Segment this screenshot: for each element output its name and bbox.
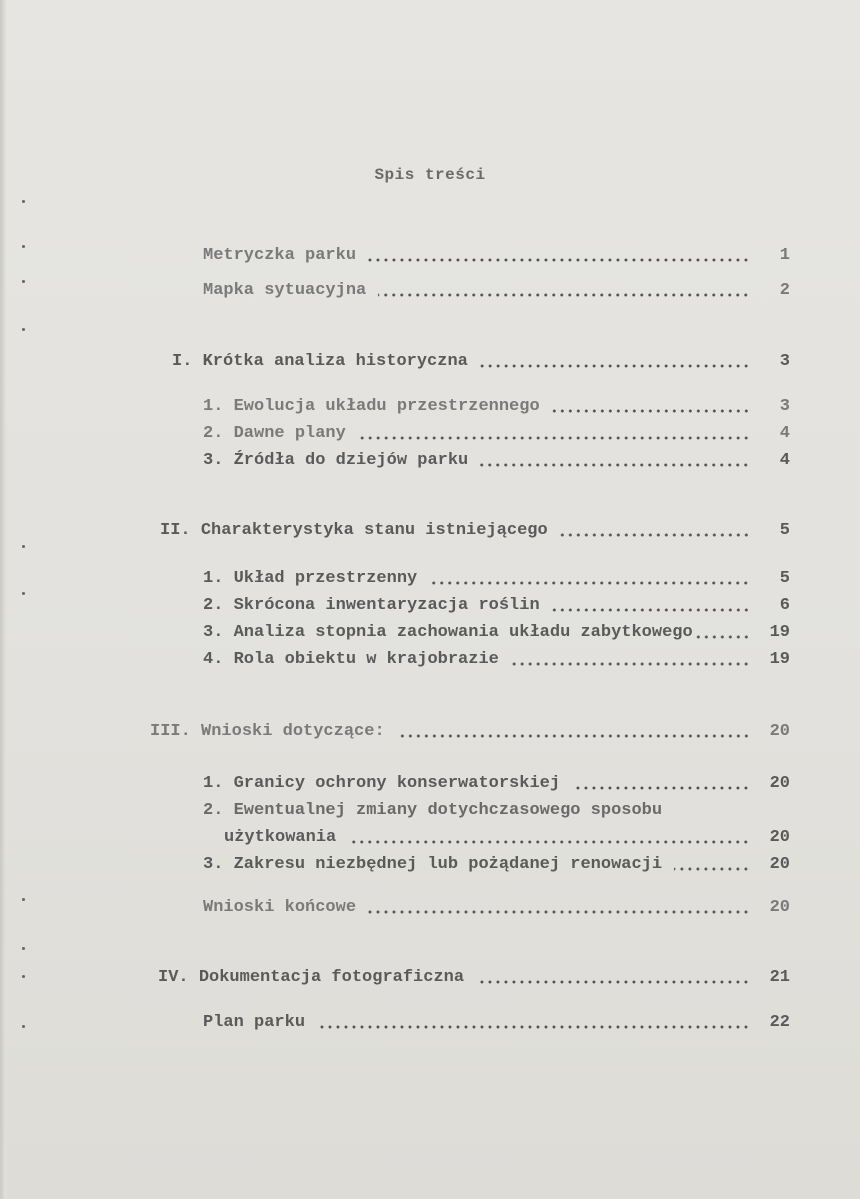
entry-label: Analiza stopnia zachowania układu zabytkowego: [233, 623, 693, 642]
toc-entry: [203, 424, 790, 446]
page-title: Spis treści: [374, 166, 486, 184]
toc-section: [160, 521, 790, 543]
entry-page: 22: [769, 1013, 790, 1032]
entry-page: 3: [779, 397, 790, 416]
leader-dots: [695, 635, 750, 639]
entry-number: III.: [150, 722, 191, 741]
entry-number: 4.: [203, 650, 224, 669]
entry-label: Metryczka parku: [203, 246, 357, 265]
toc-entry-first-line: [203, 801, 662, 820]
toc-entry: [203, 650, 790, 672]
entry-page: 19: [769, 650, 790, 669]
entry-page: 5: [779, 569, 790, 588]
punch-mark: [22, 328, 25, 331]
leader-dots: [511, 662, 750, 666]
toc-entry: [203, 451, 790, 473]
leader-dots: [348, 840, 750, 844]
punch-mark: [22, 200, 25, 203]
entry-number: 1.: [203, 397, 224, 416]
toc-section: [172, 352, 790, 374]
entry-number: 3.: [203, 451, 224, 470]
entry-label: Granicy ochrony konserwatorskiej: [233, 774, 561, 793]
entry-label: Zakresu niezbędnej lub pożądanej renowacji: [233, 855, 663, 874]
punch-mark: [22, 245, 25, 248]
toc-entry-continuation: [224, 828, 790, 850]
entry-number: 2.: [203, 424, 224, 443]
entry-number: I.: [172, 352, 193, 371]
toc-entry: [203, 855, 790, 877]
entry-page: 20: [769, 898, 790, 917]
entry-label: Krótka analiza historyczna: [202, 352, 468, 371]
entry-page: 6: [779, 596, 790, 615]
entry-page: 2: [779, 281, 790, 300]
entry-page: 3: [779, 352, 790, 371]
entry-label: Źródła do dziejów parku: [233, 451, 469, 470]
leader-dots: [317, 1025, 750, 1029]
entry-page: 5: [779, 521, 790, 540]
leader-dots: [429, 581, 750, 585]
entry-label: Charakterystyka stanu istniejącego: [200, 521, 548, 540]
toc-entry: [203, 246, 790, 268]
leader-dots: [358, 436, 750, 440]
entry-label: Układ przestrzenny: [233, 569, 418, 588]
leader-dots: [674, 867, 750, 871]
toc-entry: [203, 1013, 790, 1035]
entry-number: 1.: [203, 774, 224, 793]
entry-page: 21: [769, 968, 790, 987]
punch-mark: [22, 898, 25, 901]
leader-dots: [397, 734, 750, 738]
entry-label: Ewolucja układu przestrzennego: [233, 397, 540, 416]
entry-number: II.: [160, 521, 191, 540]
leader-dots: [552, 409, 750, 413]
entry-label: Wnioski dotyczące:: [201, 722, 385, 741]
entry-label: Rola obiektu w krajobrazie: [233, 650, 499, 669]
leader-dots: [480, 364, 750, 368]
entry-label-continuation: użytkowania: [224, 828, 337, 847]
punch-mark: [22, 947, 25, 950]
entry-page: 20: [769, 828, 790, 847]
toc-entry: [203, 281, 790, 303]
toc-entry: [203, 596, 790, 618]
entry-page: 4: [779, 451, 790, 470]
entry-label: Plan parku: [203, 1013, 306, 1032]
entry-label: Wnioski końcowe: [203, 898, 357, 917]
toc-section: [158, 968, 790, 990]
entry-number: 2.: [203, 596, 224, 615]
entry-number: 3.: [203, 855, 224, 874]
entry-page: 1: [779, 246, 790, 265]
leader-dots: [368, 258, 750, 262]
entry-page: 19: [769, 623, 790, 642]
leader-dots: [378, 293, 750, 297]
entry-label: Skrócona inwentaryzacja roślin: [233, 596, 540, 615]
punch-mark: [22, 975, 25, 978]
entry-number: 2.: [203, 801, 224, 820]
entry-page: 20: [769, 722, 790, 741]
toc-section: [150, 722, 790, 744]
entry-page: 4: [779, 424, 790, 443]
entry-label: Dokumentacja fotograficzna: [198, 968, 465, 987]
toc-entry: [203, 623, 790, 645]
leader-dots: [572, 786, 750, 790]
leader-dots: [480, 463, 750, 467]
leader-dots: [368, 910, 750, 914]
punch-mark: [22, 280, 25, 283]
entry-label: Dawne plany: [233, 424, 346, 443]
entry-label: Mapka sytuacyjna: [203, 281, 367, 300]
leader-dots: [552, 608, 750, 612]
punch-mark: [22, 592, 25, 595]
entry-page: 20: [769, 855, 790, 874]
toc-entry: [203, 774, 790, 796]
toc-entry: [203, 898, 790, 920]
entry-page: 20: [769, 774, 790, 793]
toc-entry: [203, 569, 790, 591]
entry-number: IV.: [158, 968, 189, 987]
entry-number: 3.: [203, 623, 224, 642]
punch-mark: [22, 1025, 25, 1028]
toc-entry: [203, 397, 790, 419]
leader-dots: [560, 533, 750, 537]
leader-dots: [476, 980, 750, 984]
entry-label: Ewentualnej zmiany dotychczasowego sposobu: [233, 801, 663, 820]
entry-number: 1.: [203, 569, 224, 588]
punch-mark: [22, 545, 25, 548]
